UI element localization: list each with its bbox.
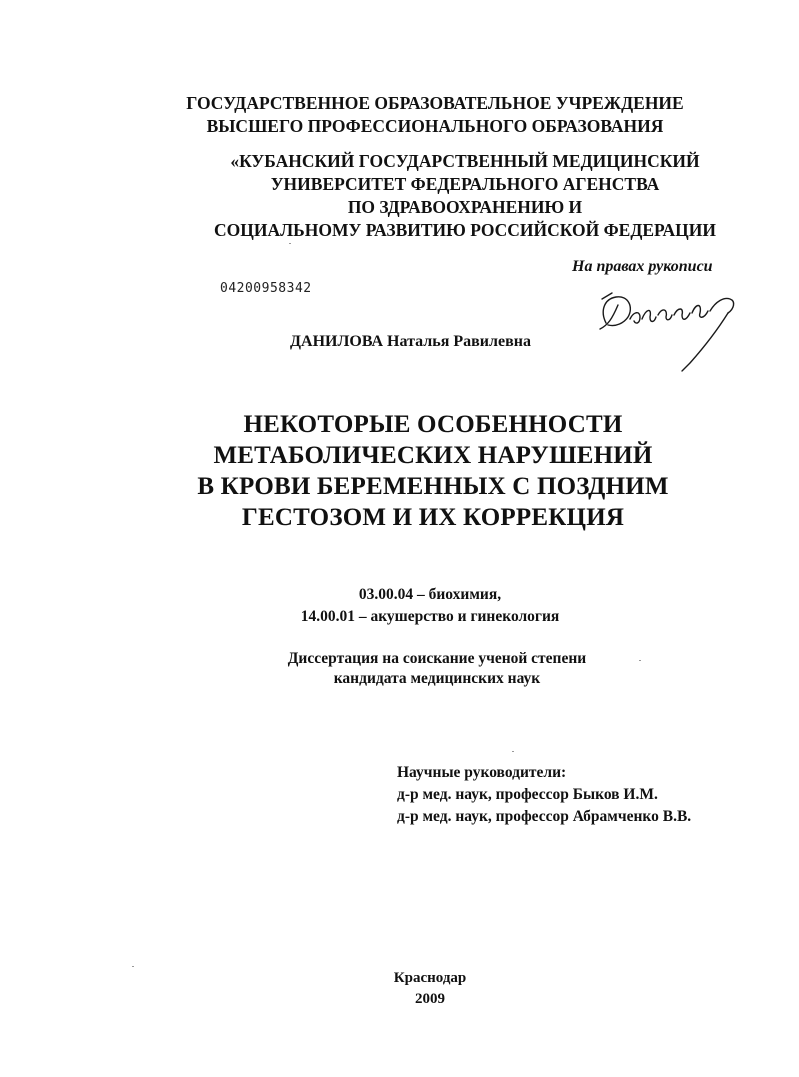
specialty-codes: [0, 584, 799, 628]
university-name: [0, 150, 799, 242]
manuscript-rights-note: На правах рукописи: [572, 258, 713, 275]
university-line-3: ПО ЗДРАВООХРАНЕНИЮ И: [347, 197, 583, 217]
scan-speck: [132, 966, 134, 967]
institution-line-1: ГОСУДАРСТВЕННОЕ ОБРАЗОВАТЕЛЬНОЕ УЧРЕЖДЕНИЕ: [186, 93, 684, 113]
advisor-2: д-р мед. наук, профессор Абрамченко В.В.: [397, 808, 692, 825]
university-line-2: УНИВЕРСИТЕТ ФЕДЕРАЛЬНОГО АГЕНСТВА: [270, 174, 660, 194]
advisors-heading: Научные руководители:: [397, 764, 567, 781]
author-given-names: Наталья Равилевна: [387, 333, 531, 350]
registration-number: 04200958342: [220, 281, 312, 296]
year: 2009: [415, 991, 445, 1007]
dissertation-title: [0, 409, 799, 533]
institution-line-2: ВЫСШЕГО ПРОФЕССИОНАЛЬНОГО ОБРАЗОВАНИЯ: [206, 116, 664, 136]
scientific-advisors: [397, 762, 691, 828]
author-surname: ДАНИЛОВА: [290, 333, 384, 350]
degree-line-2: кандидата медицинских наук: [333, 670, 541, 687]
city: Краснодар: [393, 970, 467, 986]
author-name: [290, 333, 531, 351]
scan-speck: [639, 660, 641, 661]
title-line-4: ГЕСТОЗОМ И ИХ КОРРЕКЦИЯ: [241, 504, 625, 531]
university-line-1: «КУБАНСКИЙ ГОСУДАРСТВЕННЫЙ МЕДИЦИНСКИЙ: [230, 151, 700, 171]
author-signature: [594, 285, 744, 377]
title-line-3: В КРОВИ БЕРЕМЕННЫХ С ПОЗДНИМ: [197, 473, 669, 500]
title-line-2: МЕТАБОЛИЧЕСКИХ НАРУШЕНИЙ: [213, 442, 653, 469]
scan-speck: [289, 243, 291, 244]
institution-header: [0, 92, 799, 138]
specialty-line-1: 03.00.04 – биохимия,: [358, 586, 502, 603]
title-line-1: НЕКОТОРЫЕ ОСОБЕННОСТИ: [243, 411, 623, 438]
university-line-4: СОЦИАЛЬНОМУ РАЗВИТИЮ РОССИЙСКОЙ ФЕДЕРАЦИИ: [214, 220, 716, 240]
degree-statement: [0, 649, 799, 689]
place-and-year: [0, 968, 799, 1010]
advisor-1: д-р мед. наук, профессор Быков И.М.: [397, 786, 658, 803]
scan-speck: [512, 751, 514, 752]
degree-line-1: Диссертация на соискание ученой степени: [287, 650, 587, 667]
specialty-line-2: 14.00.01 – акушерство и гинекология: [300, 608, 560, 625]
